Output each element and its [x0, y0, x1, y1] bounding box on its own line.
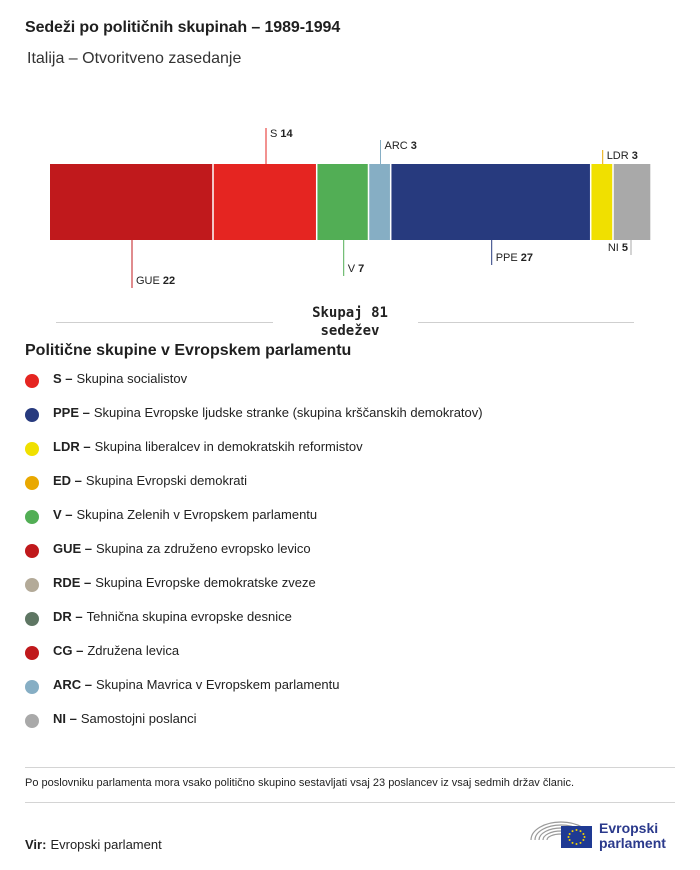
legend-label: Tehnična skupina evropske desnice — [86, 609, 292, 624]
data-label-gue — [136, 275, 175, 287]
legend-dot-icon — [25, 612, 39, 626]
legend-item — [25, 643, 483, 677]
legend-code: S – — [53, 371, 73, 386]
legend-dot-icon — [25, 714, 39, 728]
legend-dot-icon — [25, 442, 39, 456]
legend-label: Skupina Zelenih v Evropskem parlamentu — [76, 507, 318, 522]
legend-label: Skupina Evropski demokrati — [85, 473, 248, 488]
data-label-ldr — [607, 150, 638, 162]
page-title: Sedeži po političnih skupinah – 1989-1994 — [25, 19, 341, 36]
legend-dot-icon — [25, 408, 39, 422]
legend-dot-icon — [25, 476, 39, 490]
european-parliament-logo-icon — [528, 812, 594, 852]
page-subtitle: Italija – Otvoritveno zasedanje — [27, 50, 242, 67]
legend-label: Združena levica — [87, 643, 180, 658]
data-label-value: 27 — [520, 252, 534, 264]
legend-dot-icon — [25, 646, 39, 660]
divider-top — [25, 767, 675, 768]
legend-item — [25, 439, 483, 473]
legend-code: V – — [53, 507, 73, 522]
data-label-code: GUE — [136, 275, 163, 287]
data-label-s — [270, 128, 294, 140]
legend-label: Samostojni poslanci — [80, 711, 197, 726]
data-label-value: 5 — [621, 242, 628, 254]
legend-dot-icon — [25, 510, 39, 524]
legend-heading: Politične skupine v Evropskem parlamentu — [25, 342, 352, 359]
legend-label: Skupina socialistov — [76, 371, 188, 386]
logo-text-line1: Evropski — [599, 820, 659, 836]
legend-item — [25, 405, 483, 439]
legend-code: ED – — [53, 473, 82, 488]
legend-item — [25, 507, 483, 541]
european-parliament-logo — [528, 812, 678, 852]
legend-dot-icon — [25, 374, 39, 388]
data-label-value: 3 — [631, 150, 638, 162]
footnote: Po poslovniku parlamenta mora vsako politično skupino sestavljati vsaj 23 poslancev iz vsaj sedmih držav članic. — [25, 777, 575, 789]
bar-segment-s — [213, 164, 317, 240]
data-label-value: 3 — [410, 140, 417, 152]
legend-item — [25, 541, 483, 575]
data-label-arc — [385, 140, 417, 152]
total-seats-line2: sedežev — [320, 323, 380, 339]
data-label-value: 7 — [358, 263, 365, 275]
legend-item — [25, 575, 483, 609]
data-label-code: S — [270, 128, 281, 140]
logo-text-line2: parlament — [599, 835, 666, 851]
legend-code: RDE – — [53, 575, 92, 590]
data-label-code: LDR — [606, 150, 632, 162]
bar-segment-ni — [613, 164, 650, 240]
legend-item — [25, 473, 483, 507]
legend-code: PPE – — [53, 405, 90, 420]
legend-label: Skupina za združeno evropsko levico — [96, 541, 311, 556]
legend-label: Skupina Evropske demokratske zveze — [95, 575, 316, 590]
stacked-seat-chart — [0, 120, 700, 295]
bar-segment-arc — [369, 164, 392, 240]
data-label-value: 22 — [162, 275, 176, 287]
bar-segment-v — [317, 164, 369, 240]
data-label-v — [348, 263, 365, 275]
legend-item — [25, 677, 483, 711]
total-seats-line1: Skupaj 81 — [312, 305, 388, 321]
divider-bottom — [25, 802, 675, 803]
legend-code: NI – — [53, 711, 77, 726]
total-rule-right — [418, 322, 634, 323]
legend-code: ARC – — [53, 677, 93, 692]
data-label-value: 14 — [280, 128, 293, 140]
legend-label: Skupina liberalcev in demokratskih reformistov — [94, 439, 363, 454]
source-value: Evropski parlament — [50, 837, 162, 852]
legend-dot-icon — [25, 578, 39, 592]
data-label-code: NI — [607, 242, 622, 254]
data-label-code: V — [347, 263, 359, 275]
total-rule-left — [56, 322, 273, 323]
legend-dot-icon — [25, 680, 39, 694]
data-label-code: PPE — [495, 252, 521, 264]
data-label-ppe — [496, 252, 533, 264]
legend-code: GUE – — [53, 541, 93, 556]
logo-text — [599, 821, 666, 851]
legend-code: CG – — [53, 643, 84, 658]
bar-segment-ppe — [391, 164, 591, 240]
legend-item — [25, 371, 483, 405]
total-seats — [280, 304, 420, 340]
legend-label: Skupina Mavrica v Evropskem parlamentu — [96, 677, 340, 692]
data-label-code: ARC — [384, 140, 411, 152]
source-label: Vir: — [25, 837, 47, 852]
legend-item — [25, 609, 483, 643]
legend-label: Skupina Evropske ljudske stranke (skupina krščanskih demokratov) — [93, 405, 483, 420]
data-label-ni — [608, 242, 628, 254]
legend-dot-icon — [25, 544, 39, 558]
legend-code: LDR – — [53, 439, 91, 454]
legend — [25, 371, 483, 745]
legend-code: DR – — [53, 609, 83, 624]
bar-segment-ldr — [591, 164, 614, 240]
bar-segment-gue — [50, 164, 213, 240]
source — [25, 837, 162, 852]
legend-item — [25, 711, 483, 745]
